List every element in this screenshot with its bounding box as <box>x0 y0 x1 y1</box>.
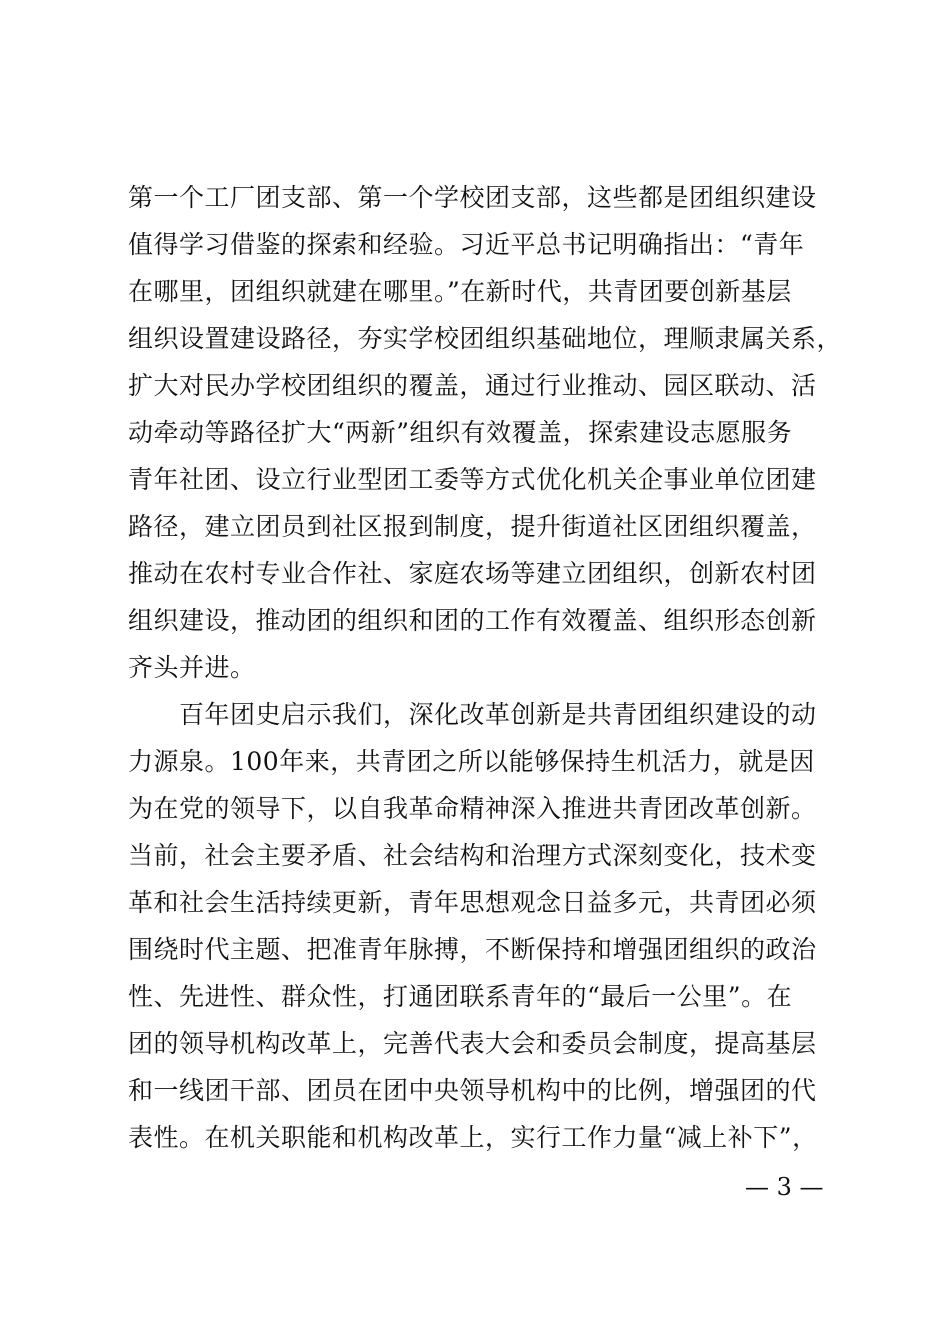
text-line: 扩大对民办学校团组织的覆盖，通过行业推动、园区联动、活 <box>128 371 817 400</box>
text-line: 力源泉。100年来，共青团之所以能够保持生机活力，就是因 <box>128 747 815 776</box>
text-line: 围绕时代主题、把准青年脉搏，不断保持和增强团组织的政治 <box>128 935 817 964</box>
text-line: 性、先进性、群众性，打通团联系青年的“最后一公里”。在 <box>128 982 793 1011</box>
text-line: 当前，社会主要矛盾、社会结构和治理方式深刻变化，技术变 <box>128 841 817 870</box>
text-line: 为在党的领导下，以自我革命精神深入推进共青团改革创新。 <box>128 794 817 823</box>
text-line: 革和社会生活持续更新，青年思想观念日益多元，共青团必须 <box>128 888 817 917</box>
text-line: 在哪里，团组织就建在哪里。”在新时代，共青团要创新基层 <box>128 277 792 306</box>
text-line: 值得学习借鉴的探索和经验。习近平总书记明确指出：“青年 <box>128 230 805 259</box>
text-line: 和一线团干部、团员在团中央领导机构中的比例，增强团的代 <box>128 1076 817 1105</box>
text-line: 团的领导机构改革上，完善代表大会和委员会制度，提高基层 <box>128 1029 817 1058</box>
text-line: 第一个工厂团支部、第一个学校团支部，这些都是团组织建设 <box>128 183 817 212</box>
text-line: 推动在农村专业合作社、家庭农场等建立团组织，创新农村团 <box>128 559 817 588</box>
text-line: 青年社团、设立行业型团工委等方式优化机关企事业单位团建 <box>128 465 817 494</box>
text-line: 动牵动等路径扩大“两新”组织有效覆盖，探索建设志愿服务 <box>128 418 793 447</box>
text-line: 组织建设，推动团的组织和团的工作有效覆盖、组织形态创新 <box>128 606 817 635</box>
text-line: 表性。在机关职能和机构改革上，实行工作力量“减上补下”， <box>128 1123 818 1152</box>
page-number: — 3 — <box>745 1173 824 1201</box>
paragraph-start-line: 百年团史启示我们，深化改革创新是共青团组织建设的动 <box>128 700 817 729</box>
text-line: 路径，建立团员到社区报到制度，提升街道社区团组织覆盖， <box>128 512 817 541</box>
text-line: 组织设置建设路径，夯实学校团组织基础地位，理顺隶属关系， <box>128 324 843 353</box>
text-line: 齐头并进。 <box>128 653 256 682</box>
